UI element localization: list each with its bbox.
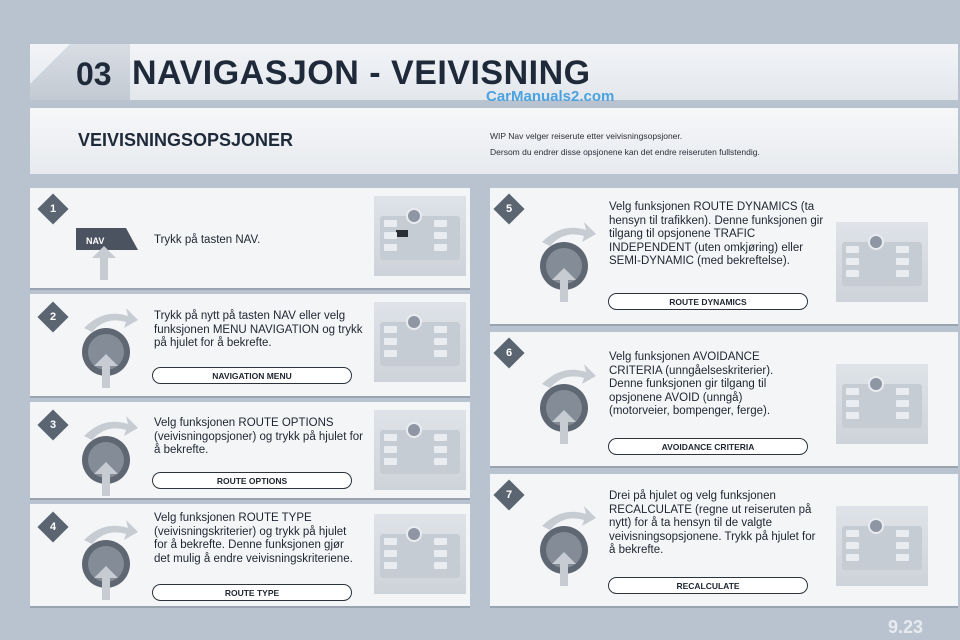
step-5-badge: 5 (493, 193, 524, 224)
radio-key (384, 562, 397, 569)
radio-key (434, 434, 447, 441)
section-title: VEIVISNINGSOPSJONER (78, 130, 294, 150)
svg-text:NAV: NAV (86, 236, 105, 246)
rotary-knob-icon (528, 498, 600, 588)
step-2-menu-label: NAVIGATION MENU (152, 367, 352, 384)
intro-line: Dersom du endrer disse opsjonene kan det endre reiseruten fullstendig. (490, 147, 760, 157)
radio-key (384, 538, 397, 545)
radio-key (846, 258, 859, 265)
step-1-text: Trykk på tasten NAV. (154, 234, 261, 246)
radio-key (434, 244, 447, 251)
radio-key (434, 232, 447, 239)
step-1-radio-thumbnail (374, 196, 466, 276)
radio-key (846, 542, 859, 549)
radio-key (896, 412, 909, 419)
radio-key (434, 446, 447, 453)
radio-key (896, 542, 909, 549)
rotary-knob-icon (528, 214, 600, 304)
rotary-knob-icon (70, 408, 142, 498)
step-4-radio-thumbnail (374, 514, 466, 594)
radio-key (434, 338, 447, 345)
step-7-radio-thumbnail (836, 506, 928, 586)
radio-key (896, 246, 909, 253)
radio-key (434, 562, 447, 569)
radio-key (384, 326, 397, 333)
radio-key (896, 554, 909, 561)
step-2-text: Trykk på nytt på tasten NAV eller velg funksjonen MENU NAVIGATION og trykk på hjulet for å bekrefte. (154, 310, 363, 349)
radio-key (384, 550, 397, 557)
step-2-radio-thumbnail (374, 302, 466, 382)
radio-key (434, 220, 447, 227)
radio-key (846, 412, 859, 419)
radio-key (384, 232, 397, 239)
radio-key (384, 244, 397, 251)
step-4-badge: 4 (37, 511, 68, 542)
step-6-menu-label: AVOIDANCE CRITERIA (608, 438, 808, 455)
intro-line: WIP Nav velger reiserute etter veivisningsopsjoner. (490, 131, 683, 141)
radio-key (896, 388, 909, 395)
radio-key (434, 550, 447, 557)
chapter-number: 03 (76, 56, 112, 92)
step-4-text: Velg funksjonen ROUTE TYPE (veivisningskriterier) og trykk på hjulet for å bekrefte. Denne funksjonen gjør det mulig å endre veivisningskriteriene. (154, 512, 353, 565)
radio-key (846, 388, 859, 395)
step-6-radio-thumbnail (836, 364, 928, 444)
page-title: NAVIGASJON - VEIVISNING (132, 54, 591, 92)
step-5-menu-label: ROUTE DYNAMICS (608, 293, 808, 310)
step-7-text: Drei på hjulet og velg funksjonen RECALCULATE (regne ut reiseruten på nytt) for å ta hensyn til de valgte veivisningsopsjonene. Trykk på hjulet for å bekrefte. (609, 490, 816, 556)
step-3-radio-thumbnail (374, 410, 466, 490)
radio-key (896, 270, 909, 277)
radio-key (384, 434, 397, 441)
page-number: 9.23 (888, 617, 924, 637)
radio-key (846, 246, 859, 253)
radio-key (384, 350, 397, 357)
step-3-badge: 3 (37, 409, 68, 440)
radio-key (384, 220, 397, 227)
radio-key (384, 338, 397, 345)
step-6-badge: 6 (493, 337, 524, 368)
radio-key (434, 538, 447, 545)
radio-key (846, 270, 859, 277)
radio-key (846, 530, 859, 537)
rotary-knob-icon (528, 356, 600, 446)
radio-key (846, 554, 859, 561)
radio-key (384, 446, 397, 453)
radio-key (434, 326, 447, 333)
step-1-badge: 1 (37, 193, 68, 224)
radio-key (896, 258, 909, 265)
rotary-knob-icon (70, 512, 142, 602)
radio-key (384, 458, 397, 465)
step-2-badge: 2 (37, 301, 68, 332)
radio-key (434, 350, 447, 357)
radio-key (896, 530, 909, 537)
step-4-menu-label: ROUTE TYPE (152, 584, 352, 601)
step-3-text: Velg funksjonen ROUTE OPTIONS (veivisningopsjoner) og trykk på hjulet for å bekrefte. (154, 417, 364, 456)
step-7-badge: 7 (493, 479, 524, 510)
nav-key-highlight (396, 230, 408, 237)
intro-text (490, 128, 930, 160)
step-5-text: Velg funksjonen ROUTE DYNAMICS (ta hensyn til trafikken). Denne funksjonen gir tilgang til opsjonene TRAFIC INDEPENDENT (uten omkjøring) eller SEMI-DYNAMIC (med bekreftelse). (609, 201, 824, 267)
step-7-menu-label: RECALCULATE (608, 577, 808, 594)
step-3-menu-label: ROUTE OPTIONS (152, 472, 352, 489)
nav-key-icon (70, 218, 142, 282)
step-5-radio-thumbnail (836, 222, 928, 302)
watermark: CarManuals2.com (486, 88, 615, 105)
rotary-knob-icon (70, 300, 142, 390)
radio-key (434, 458, 447, 465)
radio-key (846, 400, 859, 407)
radio-key (896, 400, 909, 407)
step-6-text: Velg funksjonen AVOIDANCE CRITERIA (unngåelseskriterier). Denne funksjonen gir tilgang til opsjonene AVOID (unngå) (motorveier, bompenger, ferge). (609, 351, 774, 417)
